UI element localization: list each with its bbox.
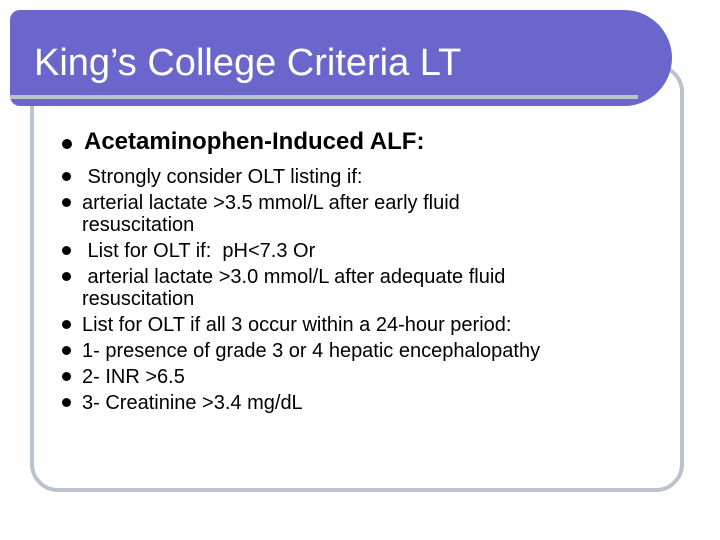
list-item-text: 3- Creatinine >3.4 mg/dL [82, 392, 303, 414]
bullet-icon [62, 346, 71, 355]
list-item-text: arterial lactate >3.0 mmol/L after adequate fluid resuscitation [82, 266, 506, 310]
bullet-icon [62, 139, 72, 149]
bullet-icon [62, 198, 71, 207]
bullet-icon [62, 246, 71, 255]
list-item [62, 240, 682, 262]
bullet-icon [62, 320, 71, 329]
list-item [62, 314, 682, 336]
list-item [62, 392, 682, 414]
list-item-text: 1- presence of grade 3 or 4 hepatic encephalopathy [82, 340, 541, 362]
list-item [62, 266, 682, 310]
title-divider [10, 95, 638, 99]
heading-row [62, 124, 682, 166]
slide-title: King’s College Criteria LT [34, 42, 462, 84]
list-item-text: 2- INR >6.5 [82, 366, 185, 388]
section-heading: Acetaminophen-Induced ALF: [84, 128, 425, 155]
list-item-text: List for OLT if: pH<7.3 Or [82, 240, 316, 262]
list-item-text: List for OLT if all 3 occur within a 24-hour period: [82, 314, 512, 336]
bullet-icon [62, 372, 71, 381]
bullet-icon [62, 172, 71, 181]
bullet-icon [62, 272, 71, 281]
bullet-icon [62, 398, 71, 407]
slide-content [62, 124, 682, 418]
list-item [62, 192, 682, 236]
list-item-text: Strongly consider OLT listing if: [82, 166, 363, 188]
list-item [62, 340, 682, 362]
list-item [62, 166, 682, 188]
list-item [62, 366, 682, 388]
criteria-list [62, 166, 682, 414]
title-bar [10, 10, 672, 106]
list-item-text: arterial lactate >3.5 mmol/L after early fluid resuscitation [82, 192, 460, 236]
